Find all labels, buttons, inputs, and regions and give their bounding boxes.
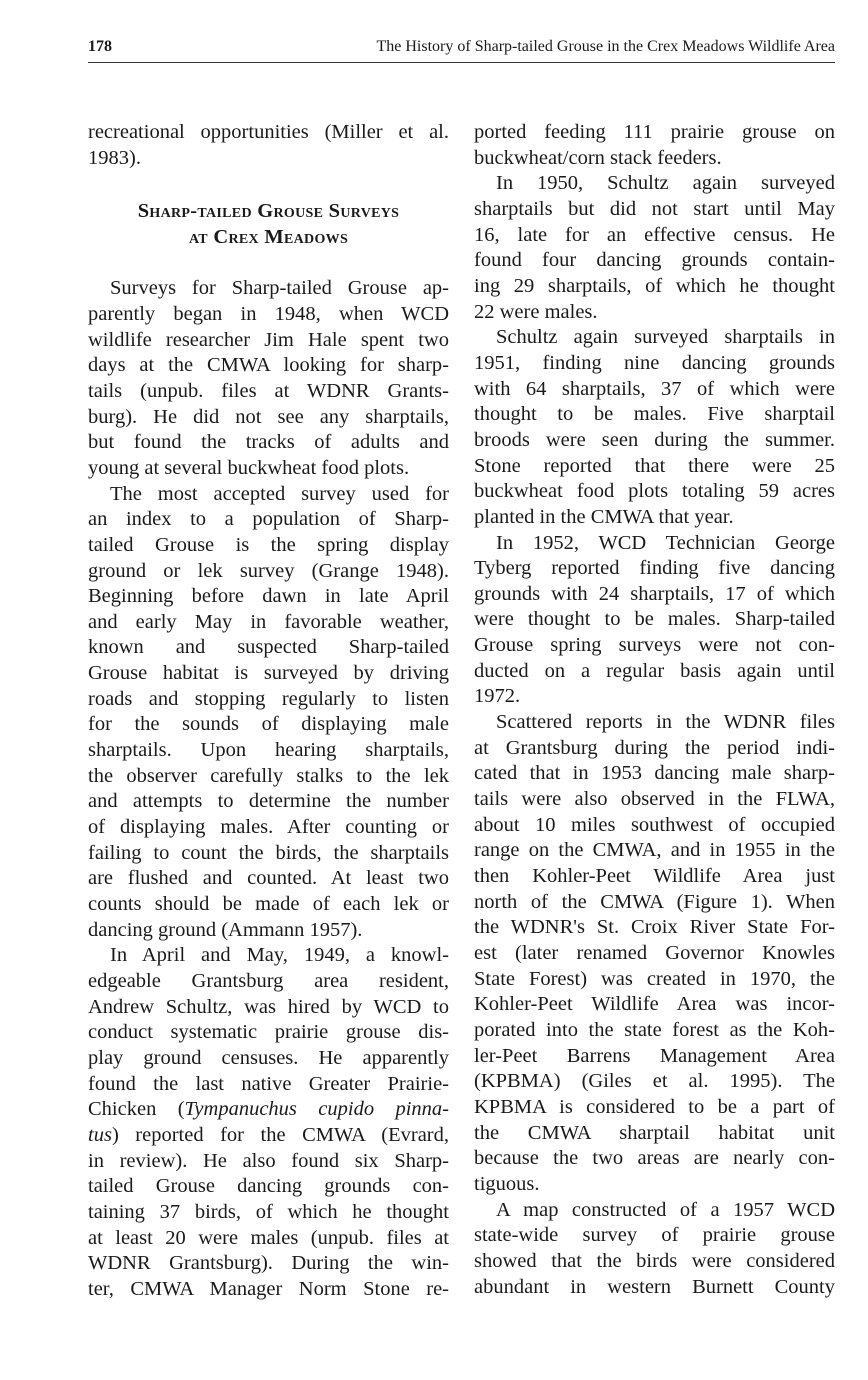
text-line: found four dancing grounds contain- — [474, 249, 835, 272]
text-line: wildlife researcher Jim Hale spent two — [88, 328, 449, 351]
text-line: ler-Peet Barrens Management Area — [474, 1044, 835, 1067]
text-line: 22 were males. — [474, 300, 598, 323]
paragraph — [474, 710, 835, 1197]
text-line: days at the CMWA looking for sharp- — [88, 354, 449, 377]
heading-line: Sharp-tailed Grouse Surveys — [137, 200, 400, 223]
text-line: The most accepted survey used for — [110, 482, 449, 505]
text-line: Beginning before dawn in late April — [88, 585, 449, 608]
species-name: Tympanuchus cupido pinna- — [184, 1098, 449, 1121]
text-line: In 1952, WCD Technician George — [496, 531, 835, 554]
heading-line: at Crex Meadows — [188, 225, 349, 248]
text-line: Andrew Schultz, was hired by WCD to — [88, 995, 449, 1018]
text-line: (KPBMA) (Giles et al. 1995). The — [474, 1070, 835, 1093]
text-line: WDNR Grantsburg). During the win- — [88, 1252, 449, 1275]
text-line: state-wide survey of prairie grouse — [474, 1224, 835, 1247]
text-line: A map constructed of a 1957 WCD — [496, 1198, 835, 1221]
text-line: 16, late for an effective census. He — [474, 223, 835, 246]
spacer — [88, 251, 449, 277]
section-heading — [88, 199, 449, 250]
text-line: and attempts to determine the number — [88, 790, 449, 813]
text-line: dancing ground (Ammann 1957). — [88, 918, 363, 941]
text-line: ducted on a regular basis again until — [474, 659, 835, 682]
text-line: Stone reported that there were 25 — [474, 454, 835, 477]
text-line: at Grantsburg during the period indi- — [474, 736, 835, 759]
text-line — [88, 1097, 449, 1123]
right-column — [474, 120, 835, 1300]
text-line: Grouse spring surveys were not con- — [474, 634, 835, 657]
text-line: tailed Grouse dancing grounds con- — [88, 1175, 449, 1198]
text-line: counts should be made of each lek or — [88, 893, 449, 916]
paragraph — [88, 943, 449, 1302]
text-line: Grouse habitat is surveyed by driving — [88, 662, 449, 685]
text-line: known and suspected Sharp-tailed — [88, 636, 449, 659]
text-line: Surveys for Sharp-tailed Grouse ap- — [110, 277, 449, 300]
text-line: grounds with 24 sharptails, 17 of which — [474, 582, 835, 605]
text-line: the observer carefully stalks to the lek — [88, 764, 449, 787]
text-line: young at several buckwheat food plots. — [88, 456, 410, 479]
text-line: failing to count the birds, the sharptails — [88, 841, 449, 864]
text-line: with 64 sharptails, 37 of which were — [474, 377, 835, 400]
text-line: are flushed and counted. At least two — [88, 867, 449, 890]
paragraph — [474, 531, 835, 711]
text-line: taining 37 birds, of which he thought — [88, 1200, 449, 1223]
text-line: tails were also observed in the FLWA, — [474, 788, 835, 811]
text-line: of displaying males. After counting or — [88, 816, 449, 839]
text-line: Kohler-Peet Wildlife Area was incor- — [474, 993, 835, 1016]
text-line: ported feeding 111 prairie grouse on — [474, 121, 835, 143]
text-line: ground or lek survey (Grange 1948). — [88, 559, 449, 582]
species-name: tus — [88, 1123, 112, 1146]
text-line: ing 29 sharptails, of which he thought — [474, 274, 835, 297]
text-line: sharptails but did not start until May — [474, 197, 835, 220]
text-line: ter, CMWA Manager Norm Stone re- — [88, 1277, 449, 1300]
text-line: roads and stopping regularly to listen — [88, 687, 449, 710]
text-line: thought to be males. Five sharptail — [474, 403, 835, 426]
text-line: cated that in 1953 dancing male sharp- — [474, 762, 835, 785]
text-line: porated into the state forest as the Koh- — [474, 1018, 835, 1041]
text-line: recreational opportunities (Miller et al. — [88, 121, 449, 143]
text-line: conduct systematic prairie grouse dis- — [88, 1021, 449, 1044]
text-line: then Kohler-Peet Wildlife Area just — [474, 865, 835, 888]
text-line: but found the tracks of adults and — [88, 431, 449, 454]
text-line: est (later renamed Governor Knowles — [474, 942, 835, 964]
text-line: tails (unpub. files at WDNR Grants- — [88, 379, 449, 402]
text-line: abundant in western Burnett County — [474, 1275, 835, 1298]
text-line: In April and May, 1949, a knowl- — [110, 944, 449, 967]
text-line: In 1950, Schultz again surveyed — [496, 172, 835, 195]
text-line: tiguous. — [474, 1172, 540, 1195]
paragraph — [88, 482, 449, 944]
text-line — [88, 1123, 449, 1149]
text-line: Tyberg reported finding five dancing — [474, 557, 835, 580]
paragraph — [474, 171, 835, 325]
text-line: the CMWA sharptail habitat unit — [474, 1121, 835, 1144]
text-line: burg). He did not see any sharptails, — [88, 405, 449, 428]
text-line: planted in the CMWA that year. — [474, 505, 734, 528]
running-header — [88, 36, 835, 63]
paragraph — [474, 1198, 835, 1301]
text-line: were thought to be males. Sharp-tailed — [474, 608, 835, 631]
text-line: broods were seen during the summer. — [474, 428, 835, 451]
paragraph — [88, 276, 449, 481]
text-line: at least 20 were males (unpub. files at — [88, 1226, 449, 1249]
paragraph — [474, 120, 835, 171]
running-title: The History of Sharp-tailed Grouse in the Crex Meadows Wildlife Area — [376, 38, 835, 55]
text-line: in review). He also found six Sharp- — [88, 1149, 449, 1172]
text-line: for the sounds of displaying male — [88, 713, 449, 736]
paragraph — [88, 120, 449, 171]
text-line: 1972. — [474, 685, 521, 708]
paragraph — [474, 325, 835, 530]
text-line: the WDNR's St. Croix River State For- — [474, 916, 835, 939]
text-line: buckwheat/corn stack feeders. — [474, 146, 722, 169]
text-line: range on the CMWA, and in 1955 in the — [474, 839, 835, 862]
text-line: found the last native Greater Prairie- — [88, 1072, 449, 1095]
text-line: parently began in 1948, when WCD — [88, 302, 449, 325]
text-line: State Forest) was created in 1970, the — [474, 967, 835, 990]
text-line: and early May in favorable weather, — [88, 610, 449, 633]
text-line: north of the CMWA (Figure 1). When — [474, 890, 835, 913]
text-line: KPBMA is considered to be a part of — [474, 1095, 835, 1118]
left-column — [88, 120, 449, 1303]
text-line: an index to a population of Sharp- — [88, 508, 449, 531]
text-line: about 10 miles southwest of occupied — [474, 813, 835, 836]
text-line: 1951, finding nine dancing grounds — [474, 351, 835, 374]
text-line: because the two areas are nearly con- — [474, 1147, 835, 1170]
text-line: edgeable Grantsburg area resident, — [88, 970, 449, 992]
text-line: showed that the birds were considered — [474, 1249, 835, 1272]
text-line: Schultz again surveyed sharptails in — [496, 326, 835, 349]
text-line: 1983). — [88, 146, 141, 169]
text-line: buckwheat food plots totaling 59 acres — [474, 480, 835, 503]
page-number: 178 — [88, 38, 112, 55]
spacer — [88, 171, 449, 199]
text-segment: ) reported for the CMWA (Evrard, — [111, 1123, 449, 1146]
text-line: tailed Grouse is the spring display — [88, 533, 449, 556]
text-line: play ground censuses. He apparently — [88, 1046, 449, 1069]
text-line: Scattered reports in the WDNR files — [496, 711, 835, 734]
text-segment: Chicken ( — [88, 1098, 185, 1121]
text-line: sharptails. Upon hearing sharptails, — [88, 739, 449, 762]
